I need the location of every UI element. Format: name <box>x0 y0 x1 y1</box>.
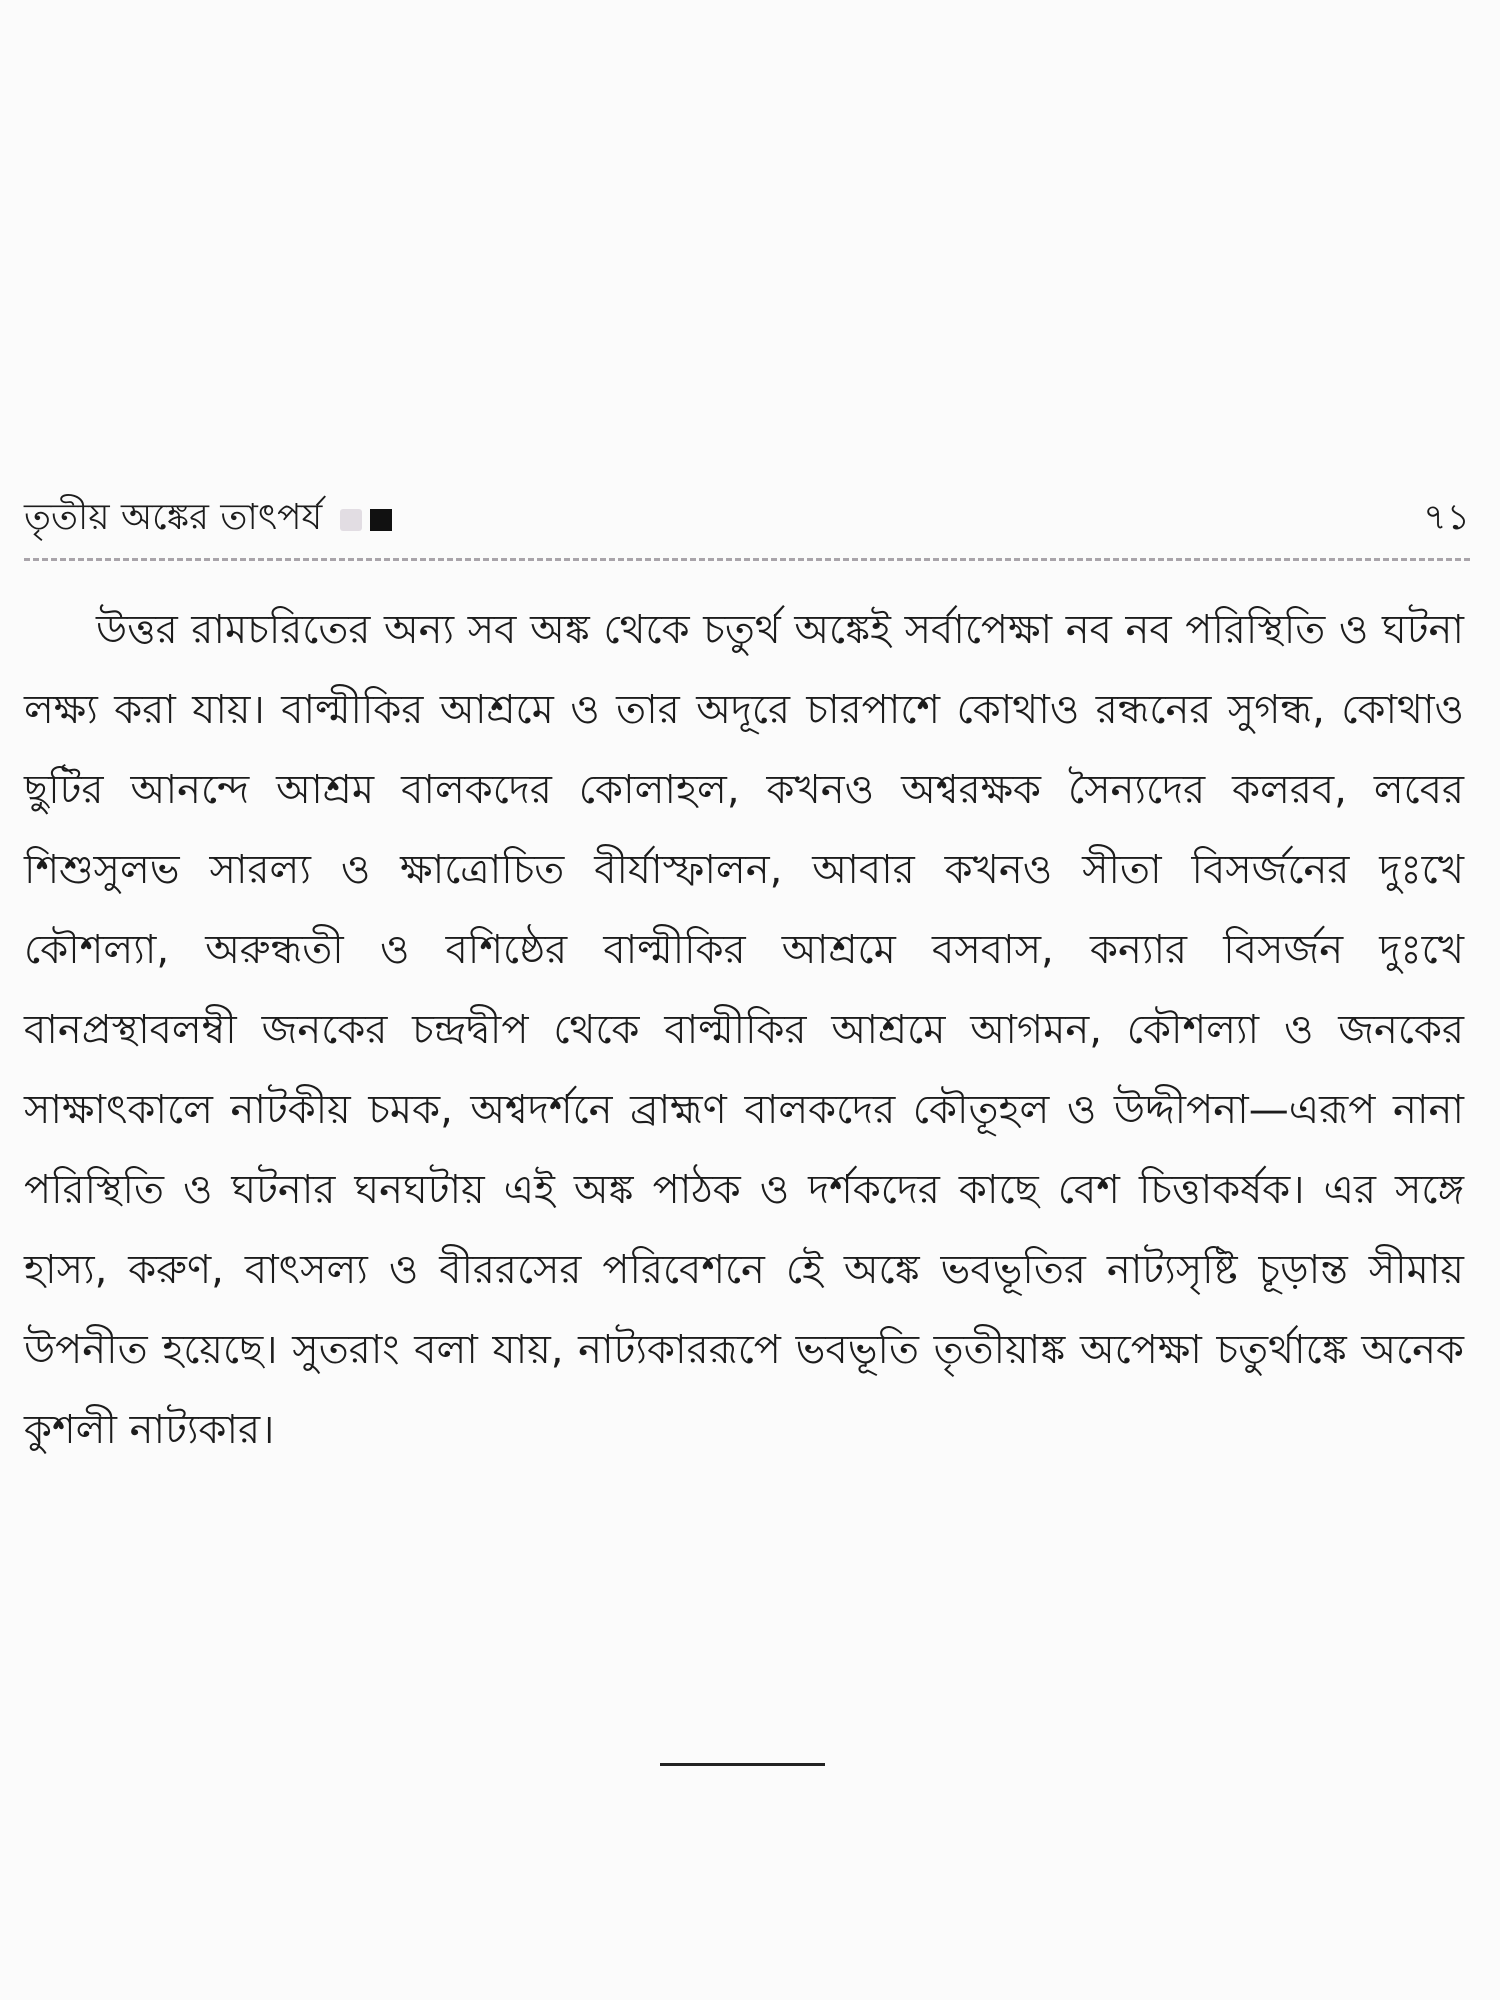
page-number: ৭১ <box>1423 497 1470 538</box>
section-end-rule <box>660 1763 825 1766</box>
running-head-text: তৃতীয় অঙ্কের তাৎপর্য <box>24 497 323 538</box>
black-square-icon <box>370 509 392 531</box>
body-paragraph: উত্তর রামচরিতের অন্য সব অঙ্ক থেকে চতুর্থ অঙ্কেই সর্বাপেক্ষা নব নব পরিস্থিতি ও ঘটনা লক্ষ্য করা যায়। বাল্মীকির আশ্রমে ও তার অদূরে চারপাশে কোথাও রন্ধনের সুগন্ধ, কোথাও ছুটির আনন্দে আশ্রম বালকদের কোলাহল, কখনও অশ্বরক্ষক সৈন্যদের কলরব, লবের শিশুসুলভ সারল্য ও ক্ষাত্রোচিত বীর্যাস্ফালন, আবার কখনও সীতা বিসর্জনের দুঃখে কৌশল্যা, অরুন্ধতী ও বশিষ্ঠের বাল্মীকির আশ্রমে বসবাস, কন্যার বিসর্জন দুঃখে বানপ্রস্থাবলম্বী জনকের চন্দ্রদ্বীপ থেকে বাল্মীকির আশ্রমে আগমন, কৌশল্যা ও জনকের সাক্ষাৎকালে নাটকীয় চমক, অশ্বদর্শনে ব্রাহ্মণ বালকদের কৌতূহল ও উদ্দীপনা—এরূপ নানা পরিস্থিতি ও ঘটনার ঘনঘটায় এই অঙ্ক পাঠক ও দর্শকদের কাছে বেশ চিত্তাকর্ষক। এর সঙ্গে হাস্য, করুণ, বাৎসল্য ও বীররসের পরিবেশনে ইে অঙ্কে ভবভূতির নাট্যসৃষ্টি চূড়ান্ত সীমায় উপনীত হয়েছে। সুতরাং বলা যায়, নাট্যকাররূপে ভবভূতি তৃতীয়াঙ্ক অপেক্ষা চতুর্থাঙ্কে অনেক কুশলী নাট্যকার। <box>24 607 1464 1453</box>
ornament-mark-icon <box>340 509 362 531</box>
page-header <box>24 488 1470 548</box>
header-divider <box>24 558 1470 561</box>
running-head <box>24 488 392 548</box>
